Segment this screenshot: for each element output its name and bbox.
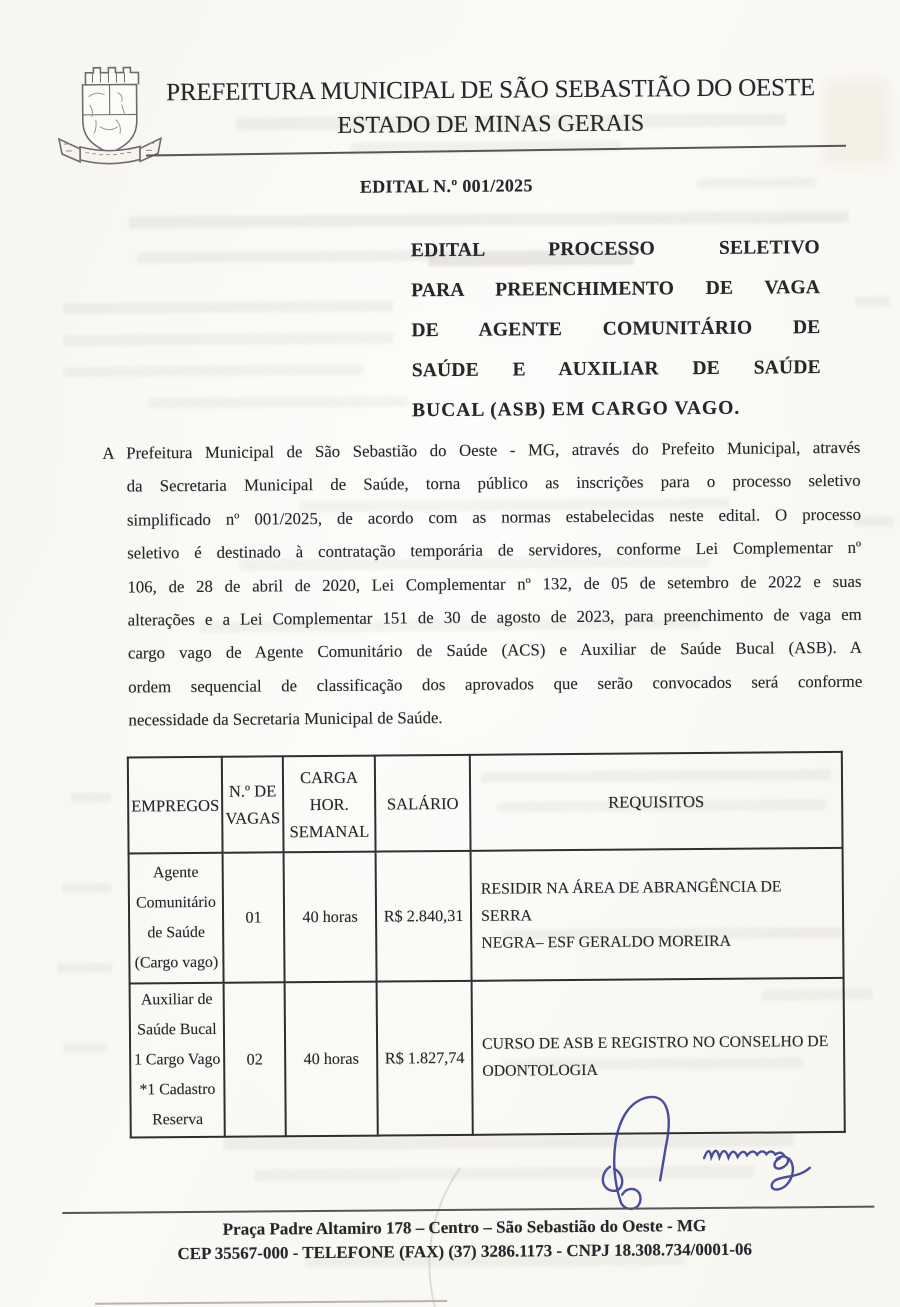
cell-carga: 40 horas [285, 982, 378, 1137]
letterhead [135, 71, 846, 145]
vacancies-table [127, 751, 846, 1139]
title-line: DE AGENTE COMUNITÁRIO DE [411, 317, 821, 342]
body-line: cargo vago de Agente Comunitário de Saúde (ACS) e Auxiliar de Saúde Bucal (ASB). A [127, 638, 863, 663]
body-line: ordem sequencial de classificação dos aprovados que serão convocados será conforme [128, 671, 863, 697]
table-row [129, 848, 844, 984]
title-line: EDITAL PROCESSO SELETIVO [410, 237, 820, 262]
footer-contact: CEP 35567-000 - TELEFONE (FAX) (37) 3286.1173 - CNPJ 18.308.734/0001-06 [177, 1239, 753, 1264]
col-header-requisitos: REQUISITOS [470, 752, 843, 851]
col-header-carga: CARGA HOR. SEMANAL [283, 756, 376, 853]
body-line: 106, de 28 de abril de 2020, Lei Complementar nº 132, de 05 de setembro de 2022 e suas [127, 571, 862, 597]
body-line: A Prefeitura Municipal de São Sebastião do Oeste - MG, através do Prefeito Municipal, através [102, 437, 861, 463]
cell-vagas: 01 [223, 852, 285, 982]
handwritten-signature [597, 1083, 850, 1221]
body-paragraph [102, 431, 862, 737]
cell-vagas: 02 [224, 982, 286, 1136]
body-line: necessidade da Secretaria Municipal de Saúde. [128, 708, 443, 730]
col-header-vagas: N.º DE VAGAS [222, 756, 284, 852]
cell-emprego: Auxiliar de Saúde Bucal 1 Cargo Vago *1 Cadastro Reserva [130, 983, 225, 1138]
title-line: PARA PREENCHIMENTO DE VAGA [411, 277, 821, 302]
footer-address: Praça Padre Altamiro 178 – Centro – São Sebastião do Oeste - MG [222, 1216, 707, 1239]
cell-requisitos: RESIDIR NA ÁREA DE ABRANGÊNCIA DE SERRA NEGRA– ESF GERALDO MOREIRA [471, 848, 844, 981]
cell-salario: R$ 1.827,74 [377, 981, 473, 1136]
body-line: alterações e a Lei Complementar 151 de 30 de agosto de 2023, para preenchimento de vaga em [127, 604, 862, 630]
cell-requisitos: CURSO DE ASB E REGISTRO NO CONSELHO DE ODONTOLOGIA [472, 978, 845, 1135]
body-line: simplificado nº 001/2025, de acordo com as normas estabelecidas neste edital. O processo [126, 504, 861, 530]
title-line: BUCAL (ASB) EM CARGO VAGO. [412, 397, 741, 422]
org-name: PREFEITURA MUNICIPAL DE SÃO SEBASTIÃO DO OESTE [166, 74, 816, 107]
title-line: SAÚDE E AUXILIAR DE SAÚDE [411, 357, 821, 382]
table-header-row [128, 752, 843, 854]
org-state: ESTADO DE MINAS GERAIS [337, 110, 645, 139]
edital-number: EDITAL N.º 001/2025 [359, 175, 533, 197]
edital-title-block [411, 228, 822, 431]
cell-salario: R$ 2.840,31 [376, 851, 472, 982]
body-line: da Secretaria Municipal de Saúde, torna público as inscrições para o processo seletivo [126, 471, 861, 496]
bleed-through [0, 0, 895, 4]
cell-emprego: Agente Comunitário de Saúde (Cargo vago) [129, 853, 224, 984]
body-line: seletivo é destinado à contratação temporária de servidores, conforme Lei Complementar nº [127, 537, 862, 563]
cell-carga: 40 horas [284, 852, 377, 983]
col-header-salario: SALÁRIO [375, 755, 471, 852]
col-header-empregos: EMPREGOS [128, 757, 223, 854]
